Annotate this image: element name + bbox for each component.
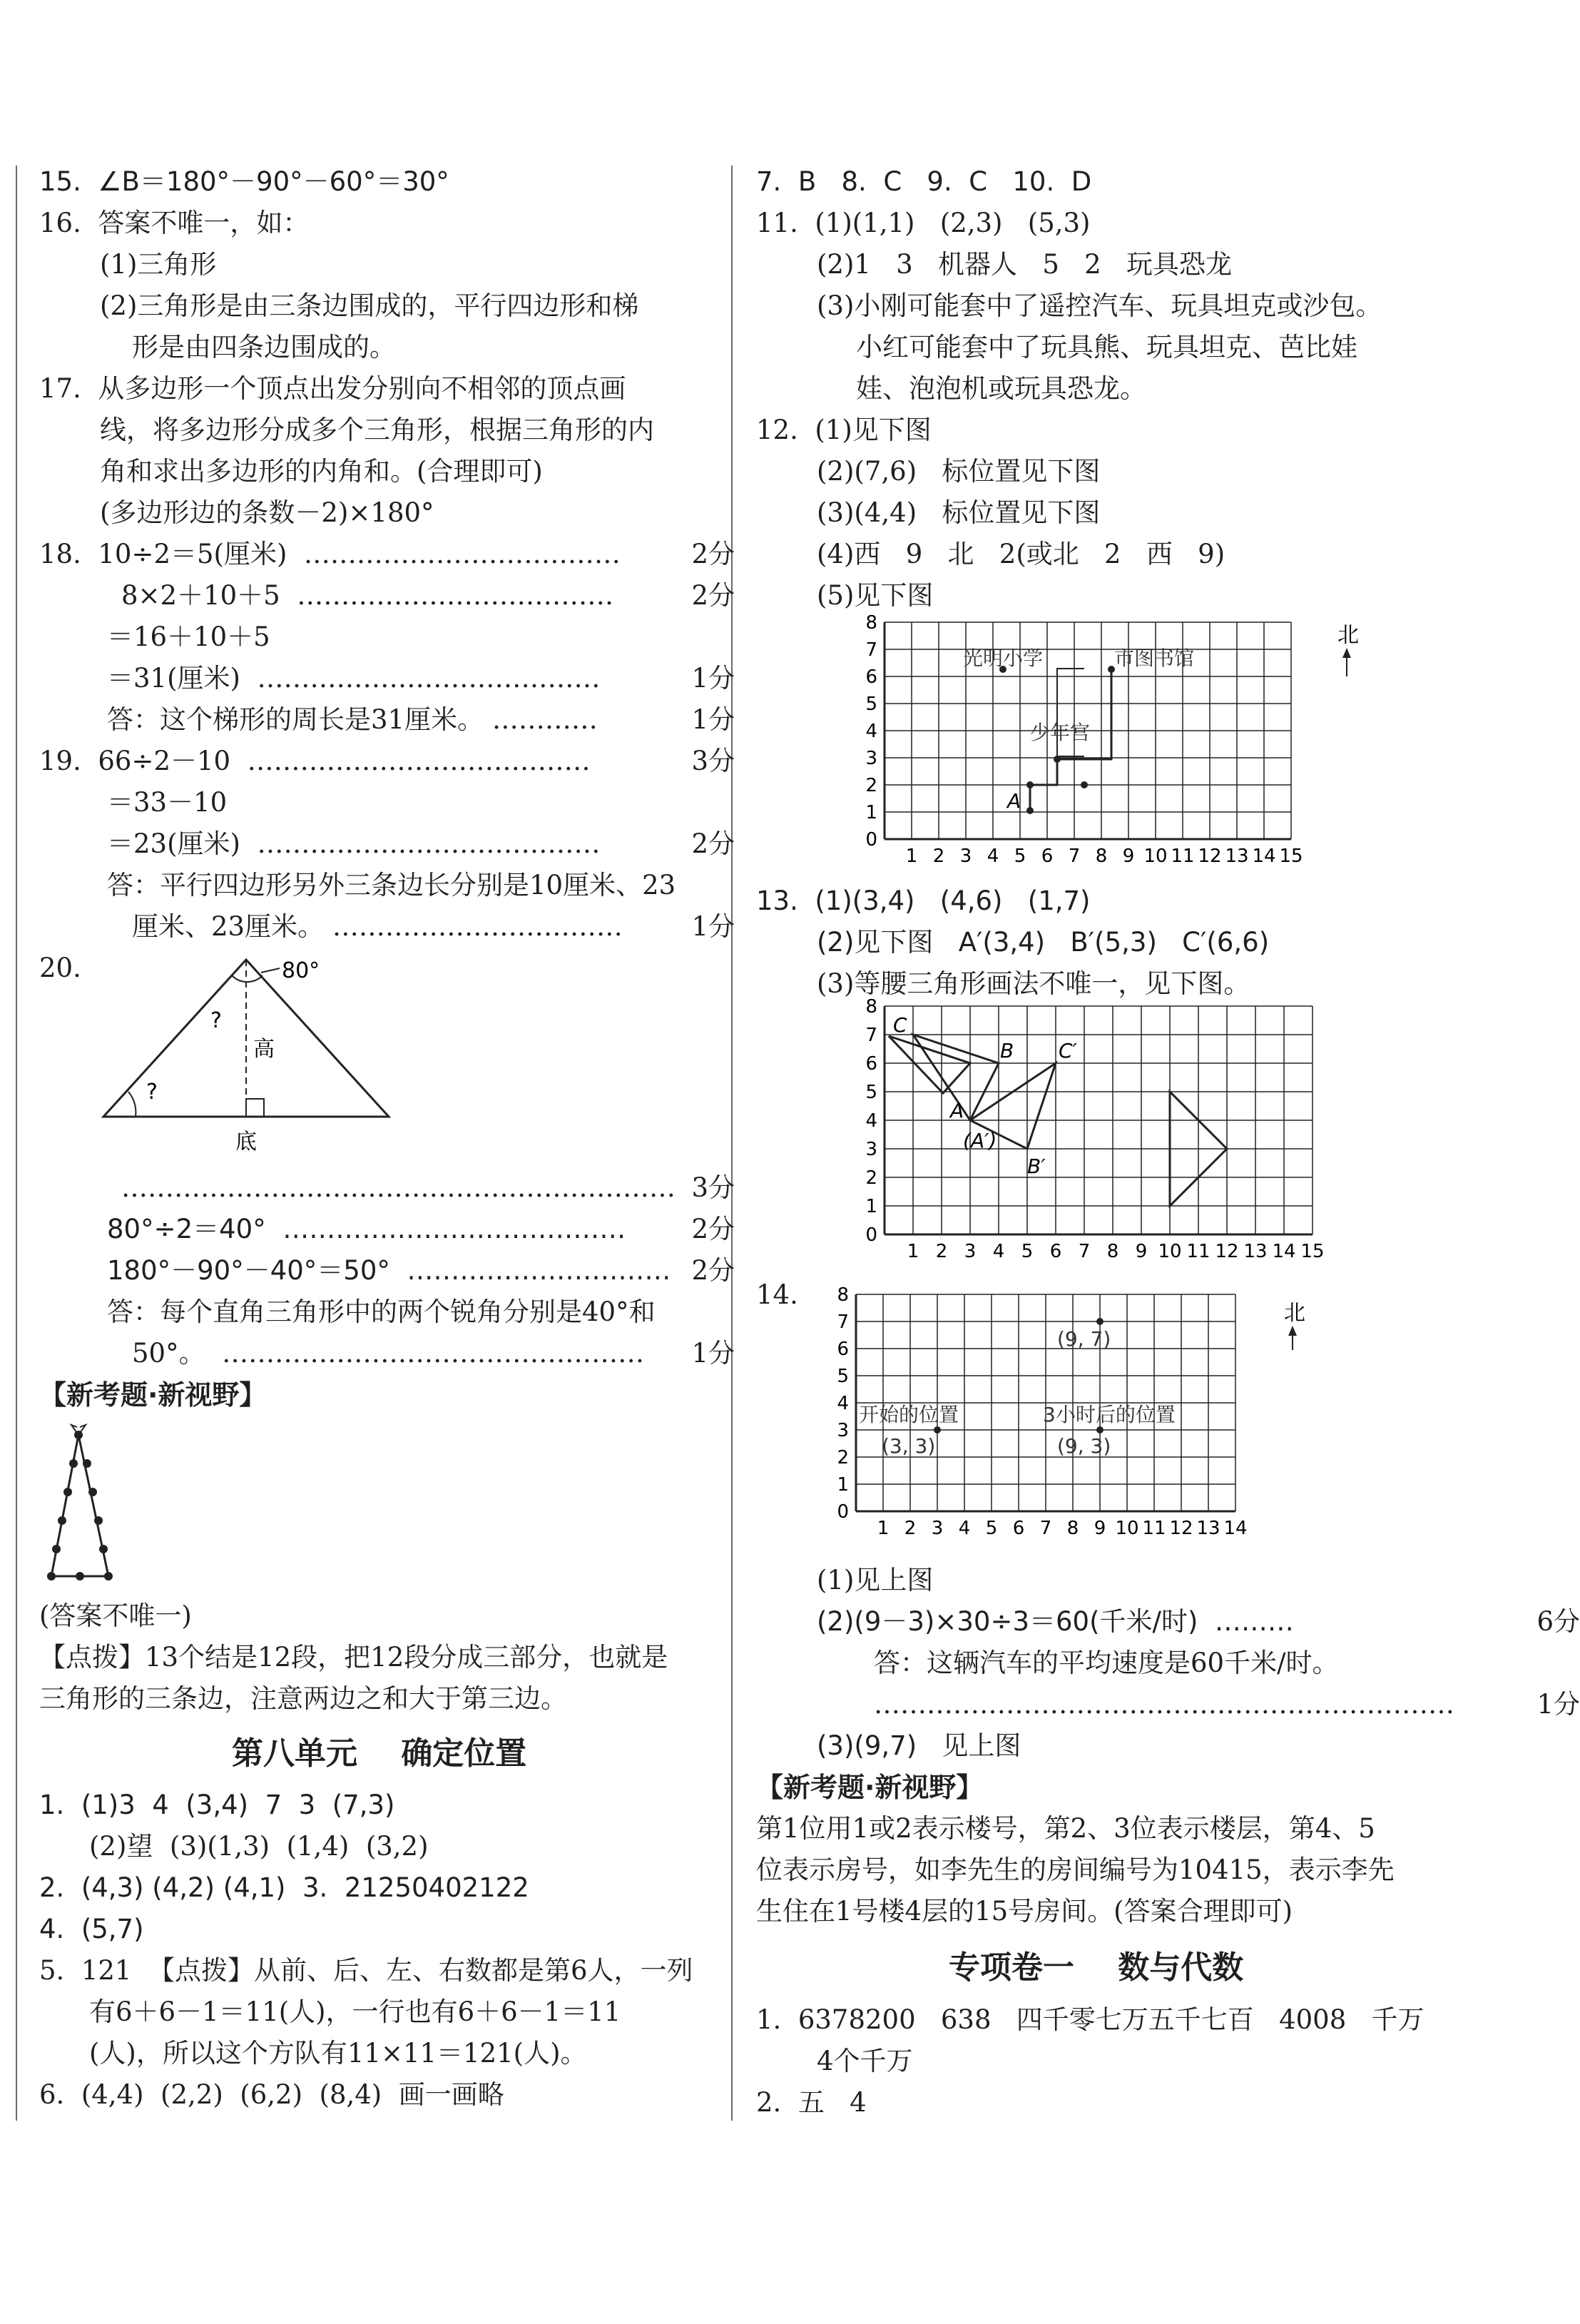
x-tick-label: 7 — [1039, 1518, 1052, 1539]
r12-line: (4)西 9 北 2(或北 2 西 9) — [817, 539, 1225, 569]
x-tick-label: 5 — [985, 1518, 998, 1539]
tip-line: 三角形的三条边，注意两边之和大于第三边。 — [39, 1683, 567, 1714]
y-tick-label: 5 — [837, 1366, 849, 1387]
q16-line: (1)三角形 — [100, 249, 217, 280]
q18-line: 18. 10÷2＝5(厘米) ……………………………… — [39, 539, 621, 569]
y-tick-label: 8 — [865, 999, 877, 1018]
y-tick-label: 4 — [865, 1110, 877, 1132]
y-tick-label: 5 — [865, 1082, 877, 1103]
new-question-title: 【新考题·新视野】 — [39, 1379, 267, 1411]
x-tick-label: 7 — [1078, 1241, 1091, 1262]
x-tick-label: 9 — [1094, 1518, 1106, 1539]
label-a: A — [950, 1099, 964, 1122]
x-tick-label: 2 — [904, 1518, 917, 1539]
new-question-text: 第1位用1或2表示楼号，第2、3位表示楼层，第4、5 — [756, 1813, 1375, 1844]
r12-line: 12. (1)见下图 — [756, 415, 932, 445]
r12-line: (2)(7,6) 标位置见下图 — [817, 456, 1101, 487]
start-position-label: 开始的位置 — [859, 1403, 959, 1426]
x-tick-label: 13 — [1225, 846, 1249, 867]
school-label: 光明小学 — [963, 646, 1044, 670]
x-tick-label: 9 — [1122, 846, 1135, 867]
base-label: 底 — [235, 1130, 257, 1155]
label-b-prime: B′ — [1027, 1155, 1046, 1178]
q18-line: 8×2＋10＋5 ……………………………… — [121, 580, 614, 611]
y-tick-label: 3 — [865, 748, 877, 769]
new-question-text: 生住在1号楼4层的15号房间。(答案合理即可) — [756, 1896, 1293, 1927]
point-label-9-7: (9, 7) — [1057, 1327, 1111, 1351]
unit-answer-line: 1. (1)3 4 (3,4) 7 3 (7,3) — [39, 1790, 395, 1820]
y-tick-label: 2 — [865, 775, 877, 796]
y-tick-label: 1 — [865, 1196, 877, 1217]
y-tick-label: 8 — [865, 614, 877, 634]
r14-line: ………………………………………………………… — [874, 1689, 1454, 1720]
unit-answer-line: 有6＋6－1＝11(人)，一行也有6＋6－1＝11 — [89, 1996, 621, 2027]
label-b: B — [1000, 1039, 1014, 1062]
q16-line: (2)三角形是由三条边围成的，平行四边形和梯 — [100, 290, 639, 321]
x-tick-label: 10 — [1115, 1518, 1139, 1539]
x-tick-label: 3 — [964, 1241, 977, 1262]
unit-answer-line: (人)，所以这个方队有11×11＝121(人)。 — [89, 2038, 587, 2069]
answer-note: (答案不唯一) — [39, 1600, 192, 1631]
north-label: 北 — [1337, 623, 1359, 648]
q19-points: 3分 — [691, 746, 735, 776]
x-tick-label: 11 — [1171, 846, 1195, 867]
unit-answer-line: 4. (5,7) — [39, 1914, 144, 1944]
y-tick-label: 6 — [865, 666, 877, 688]
q17-line: 线，将多边形分成多个三角形，根据三角形的内 — [100, 415, 654, 445]
x-tick-label: 1 — [905, 846, 918, 867]
q17-line: (多边形边的条数－2)×180° — [100, 497, 434, 528]
r11-line: 11. (1)(1,1) (2,3) (5,3) — [756, 208, 1091, 238]
q18-points: 2分 — [691, 539, 735, 569]
q19-points: 1分 — [691, 911, 735, 942]
q20-points: 1分 — [691, 1338, 735, 1369]
new-question-title-right: 【新考题·新视野】 — [756, 1772, 984, 1803]
q19-line: ＝33－10 — [107, 787, 228, 818]
r12-line: (3)(4,4) 标位置见下图 — [817, 497, 1101, 528]
special-volume-title: 专项卷一 数与代数 — [949, 1949, 1244, 1986]
q18-points: 1分 — [691, 704, 735, 735]
special-answer-line: 2. 五 4 — [756, 2087, 867, 2118]
q18-line: ＝16＋10＋5 — [107, 621, 270, 652]
q18-points: 2分 — [691, 580, 735, 611]
r14-line: (3)(9,7) 见上图 — [817, 1730, 1021, 1761]
unit-eight-title: 第八单元 确定位置 — [232, 1735, 527, 1772]
x-tick-label: 3 — [959, 846, 972, 867]
r14-points: 6分 — [1536, 1606, 1580, 1637]
r13-line: (3)等腰三角形画法不唯一，见下图。 — [817, 968, 1250, 999]
q20-label: 20. — [39, 953, 81, 983]
y-tick-label: 0 — [865, 1224, 877, 1246]
q20-line: 答：每个直角三角形中的两个锐角分别是40°和 — [107, 1297, 656, 1327]
q19-line: 19. 66÷2－10 ………………………………… — [39, 746, 591, 776]
r12-line: (5)见下图 — [817, 580, 934, 611]
x-tick-label: 2 — [935, 1241, 948, 1262]
q20-line: ……………………………………………………… — [121, 1172, 676, 1203]
library-label: 市图书馆 — [1114, 646, 1195, 670]
q20-triangle-figure — [93, 953, 399, 1160]
q15: 15. ∠B＝180°－90°－60°＝30° — [39, 166, 449, 197]
grid-point — [1096, 1426, 1104, 1434]
x-tick-label: 4 — [958, 1518, 971, 1539]
x-tick-label: 2 — [932, 846, 945, 867]
knot-triangle-figure — [43, 1424, 121, 1588]
x-tick-label: 15 — [1300, 1241, 1325, 1262]
angle-label: 80° — [282, 958, 320, 983]
x-tick-label: 6 — [1049, 1241, 1062, 1262]
y-tick-label: 7 — [865, 1025, 877, 1046]
y-tick-label: 6 — [837, 1339, 849, 1360]
x-tick-label: 8 — [1106, 1241, 1119, 1262]
y-tick-label: 2 — [837, 1447, 849, 1468]
grid-point — [1096, 1318, 1104, 1325]
unit-answer-line: 6. (4,4) (2,2) (6,2) (8,4) 画一画略 — [39, 2079, 504, 2110]
r11-line: (2)1 3 机器人 5 2 玩具恐龙 — [817, 249, 1232, 280]
point-label-3-3: (3, 3) — [882, 1434, 936, 1458]
q20-line: 50°。 ………………………………………… — [132, 1338, 645, 1369]
unknown-angle-top: ? — [210, 1008, 222, 1033]
x-tick-label: 15 — [1279, 846, 1303, 867]
point-a-label: A — [1007, 789, 1021, 813]
special-answer-line: 4个千万 — [817, 2046, 913, 2076]
r13-line: (2)见下图 A′(3,4) B′(5,3) C′(6,6) — [817, 927, 1270, 958]
x-tick-label: 13 — [1243, 1241, 1268, 1262]
unit-answer-line: (2)望 (3)(1,3) (1,4) (3,2) — [89, 1831, 429, 1862]
y-tick-label: 3 — [837, 1420, 849, 1441]
y-tick-label: 1 — [837, 1474, 849, 1496]
x-tick-label: 5 — [1021, 1241, 1034, 1262]
x-tick-label: 13 — [1196, 1518, 1220, 1539]
grid-map-12 — [856, 614, 1398, 871]
q19-points: 2分 — [691, 828, 735, 859]
y-tick-label: 4 — [837, 1393, 849, 1414]
y-tick-label: 7 — [865, 639, 877, 661]
x-tick-label: 3 — [931, 1518, 944, 1539]
q20-line: 180°－90°－40°＝50° ………………………… — [107, 1255, 671, 1286]
x-tick-label: 8 — [1095, 846, 1108, 867]
label-a-prime: (A′) — [963, 1129, 997, 1152]
x-tick-label: 12 — [1198, 846, 1222, 867]
x-tick-label: 4 — [992, 1241, 1005, 1262]
x-tick-label: 14 — [1252, 846, 1276, 867]
x-tick-label: 7 — [1068, 846, 1081, 867]
y-tick-label: 6 — [865, 1053, 877, 1075]
x-tick-label: 6 — [1041, 846, 1054, 867]
q20-line: 80°÷2＝40° ………………………………… — [107, 1214, 626, 1244]
x-tick-label: 11 — [1142, 1518, 1166, 1539]
y-tick-label: 0 — [865, 829, 877, 851]
x-tick-label: 11 — [1186, 1241, 1211, 1262]
x-tick-label: 6 — [1012, 1518, 1025, 1539]
y-tick-label: 4 — [865, 721, 877, 742]
q16-line: 形是由四条边围成的。 — [132, 332, 396, 362]
height-label: 高 — [253, 1037, 275, 1062]
r7: 7. B 8. C 9. C 10. D — [756, 166, 1092, 197]
r11-line: (3)小刚可能套中了遥控汽车、玩具坦克或沙包。 — [817, 290, 1382, 321]
x-tick-label: 14 — [1223, 1518, 1248, 1539]
x-tick-label: 9 — [1135, 1241, 1148, 1262]
y-tick-label: 0 — [837, 1501, 849, 1523]
grid-map-14 — [827, 1284, 1370, 1563]
r14-line: (2)(9－3)×30÷3＝60(千米/时) ……… — [817, 1606, 1294, 1637]
r14-line: (1)见上图 — [817, 1565, 934, 1595]
x-tick-label: 5 — [1014, 846, 1026, 867]
tip-line: 【点拨】13个结是12段，把12段分成三部分，也就是 — [39, 1642, 668, 1673]
q19-line: 厘米、23厘米。 …………………………… — [132, 911, 623, 942]
x-tick-label: 8 — [1066, 1518, 1079, 1539]
r14-label: 14. — [756, 1279, 798, 1310]
r11-line: 娃、泡泡机或玩具恐龙。 — [856, 373, 1146, 404]
special-answer-line: 1. 6378200 638 四千零七万五千七百 4008 千万 — [756, 2004, 1424, 2035]
column-divider — [731, 166, 733, 2121]
unit-answer-line: 5. 121 【点拨】从前、后、左、右数都是第6人，一列 — [39, 1955, 693, 1986]
q18-line: 答：这个梯形的周长是31厘米。 ………… — [107, 704, 598, 735]
y-tick-label: 7 — [837, 1311, 849, 1333]
unknown-angle-bottom: ? — [146, 1080, 158, 1105]
new-question-text: 位表示房号，如李先生的房间编号为10415，表示李先 — [756, 1854, 1395, 1885]
x-tick-label: 12 — [1215, 1241, 1239, 1262]
y-tick-label: 2 — [865, 1167, 877, 1189]
q18-line: ＝31(厘米) ………………………………… — [107, 663, 601, 694]
point-label-9-3: (9, 3) — [1057, 1434, 1111, 1458]
y-tick-label: 3 — [865, 1139, 877, 1160]
x-tick-label: 10 — [1158, 1241, 1182, 1262]
label-c: C — [893, 1013, 907, 1037]
x-tick-label: 12 — [1169, 1518, 1193, 1539]
x-tick-label: 1 — [877, 1518, 890, 1539]
north-label-14: 北 — [1284, 1301, 1305, 1326]
q20-points: 2分 — [691, 1255, 735, 1286]
q20-points: 3分 — [691, 1172, 735, 1203]
x-tick-label: 14 — [1272, 1241, 1296, 1262]
grid-point — [934, 1426, 941, 1434]
q17-line: 角和求出多边形的内角和。(合理即可) — [100, 456, 543, 487]
y-tick-label: 8 — [837, 1284, 849, 1306]
x-tick-label: 1 — [907, 1241, 919, 1262]
label-c-prime: C′ — [1059, 1039, 1077, 1062]
q16-line: 16. 答案不唯一，如： — [39, 208, 310, 238]
grid-map-13 — [856, 999, 1370, 1270]
left-margin-rule — [16, 166, 17, 2121]
q19-line: ＝23(厘米) ………………………………… — [107, 828, 601, 859]
r14-points: 1分 — [1536, 1689, 1580, 1720]
r11-line: 小红可能套中了玩具熊、玩具坦克、芭比娃 — [856, 332, 1357, 362]
x-tick-label: 4 — [987, 846, 999, 867]
q19-line: 答：平行四边形另外三条边长分别是10厘米、23 — [107, 870, 676, 900]
r13-line: 13. (1)(3,4) (4,6) (1,7) — [756, 886, 1091, 916]
r14-line: 答：这辆汽车的平均速度是60千米/时。 — [874, 1648, 1339, 1678]
q18-points: 1分 — [691, 663, 735, 694]
after-position-label: 3小时后的位置 — [1043, 1403, 1176, 1426]
q17-line: 17. 从多边形一个顶点出发分别向不相邻的顶点画 — [39, 373, 626, 404]
y-tick-label: 5 — [865, 694, 877, 715]
q20-points: 2分 — [691, 1214, 735, 1244]
y-tick-label: 1 — [865, 802, 877, 823]
youth-palace-label: 少年宫 — [1030, 721, 1091, 744]
unit-answer-line: 2. (4,3) (4,2) (4,1) 3. 21250402122 — [39, 1872, 529, 1903]
x-tick-label: 10 — [1143, 846, 1168, 867]
